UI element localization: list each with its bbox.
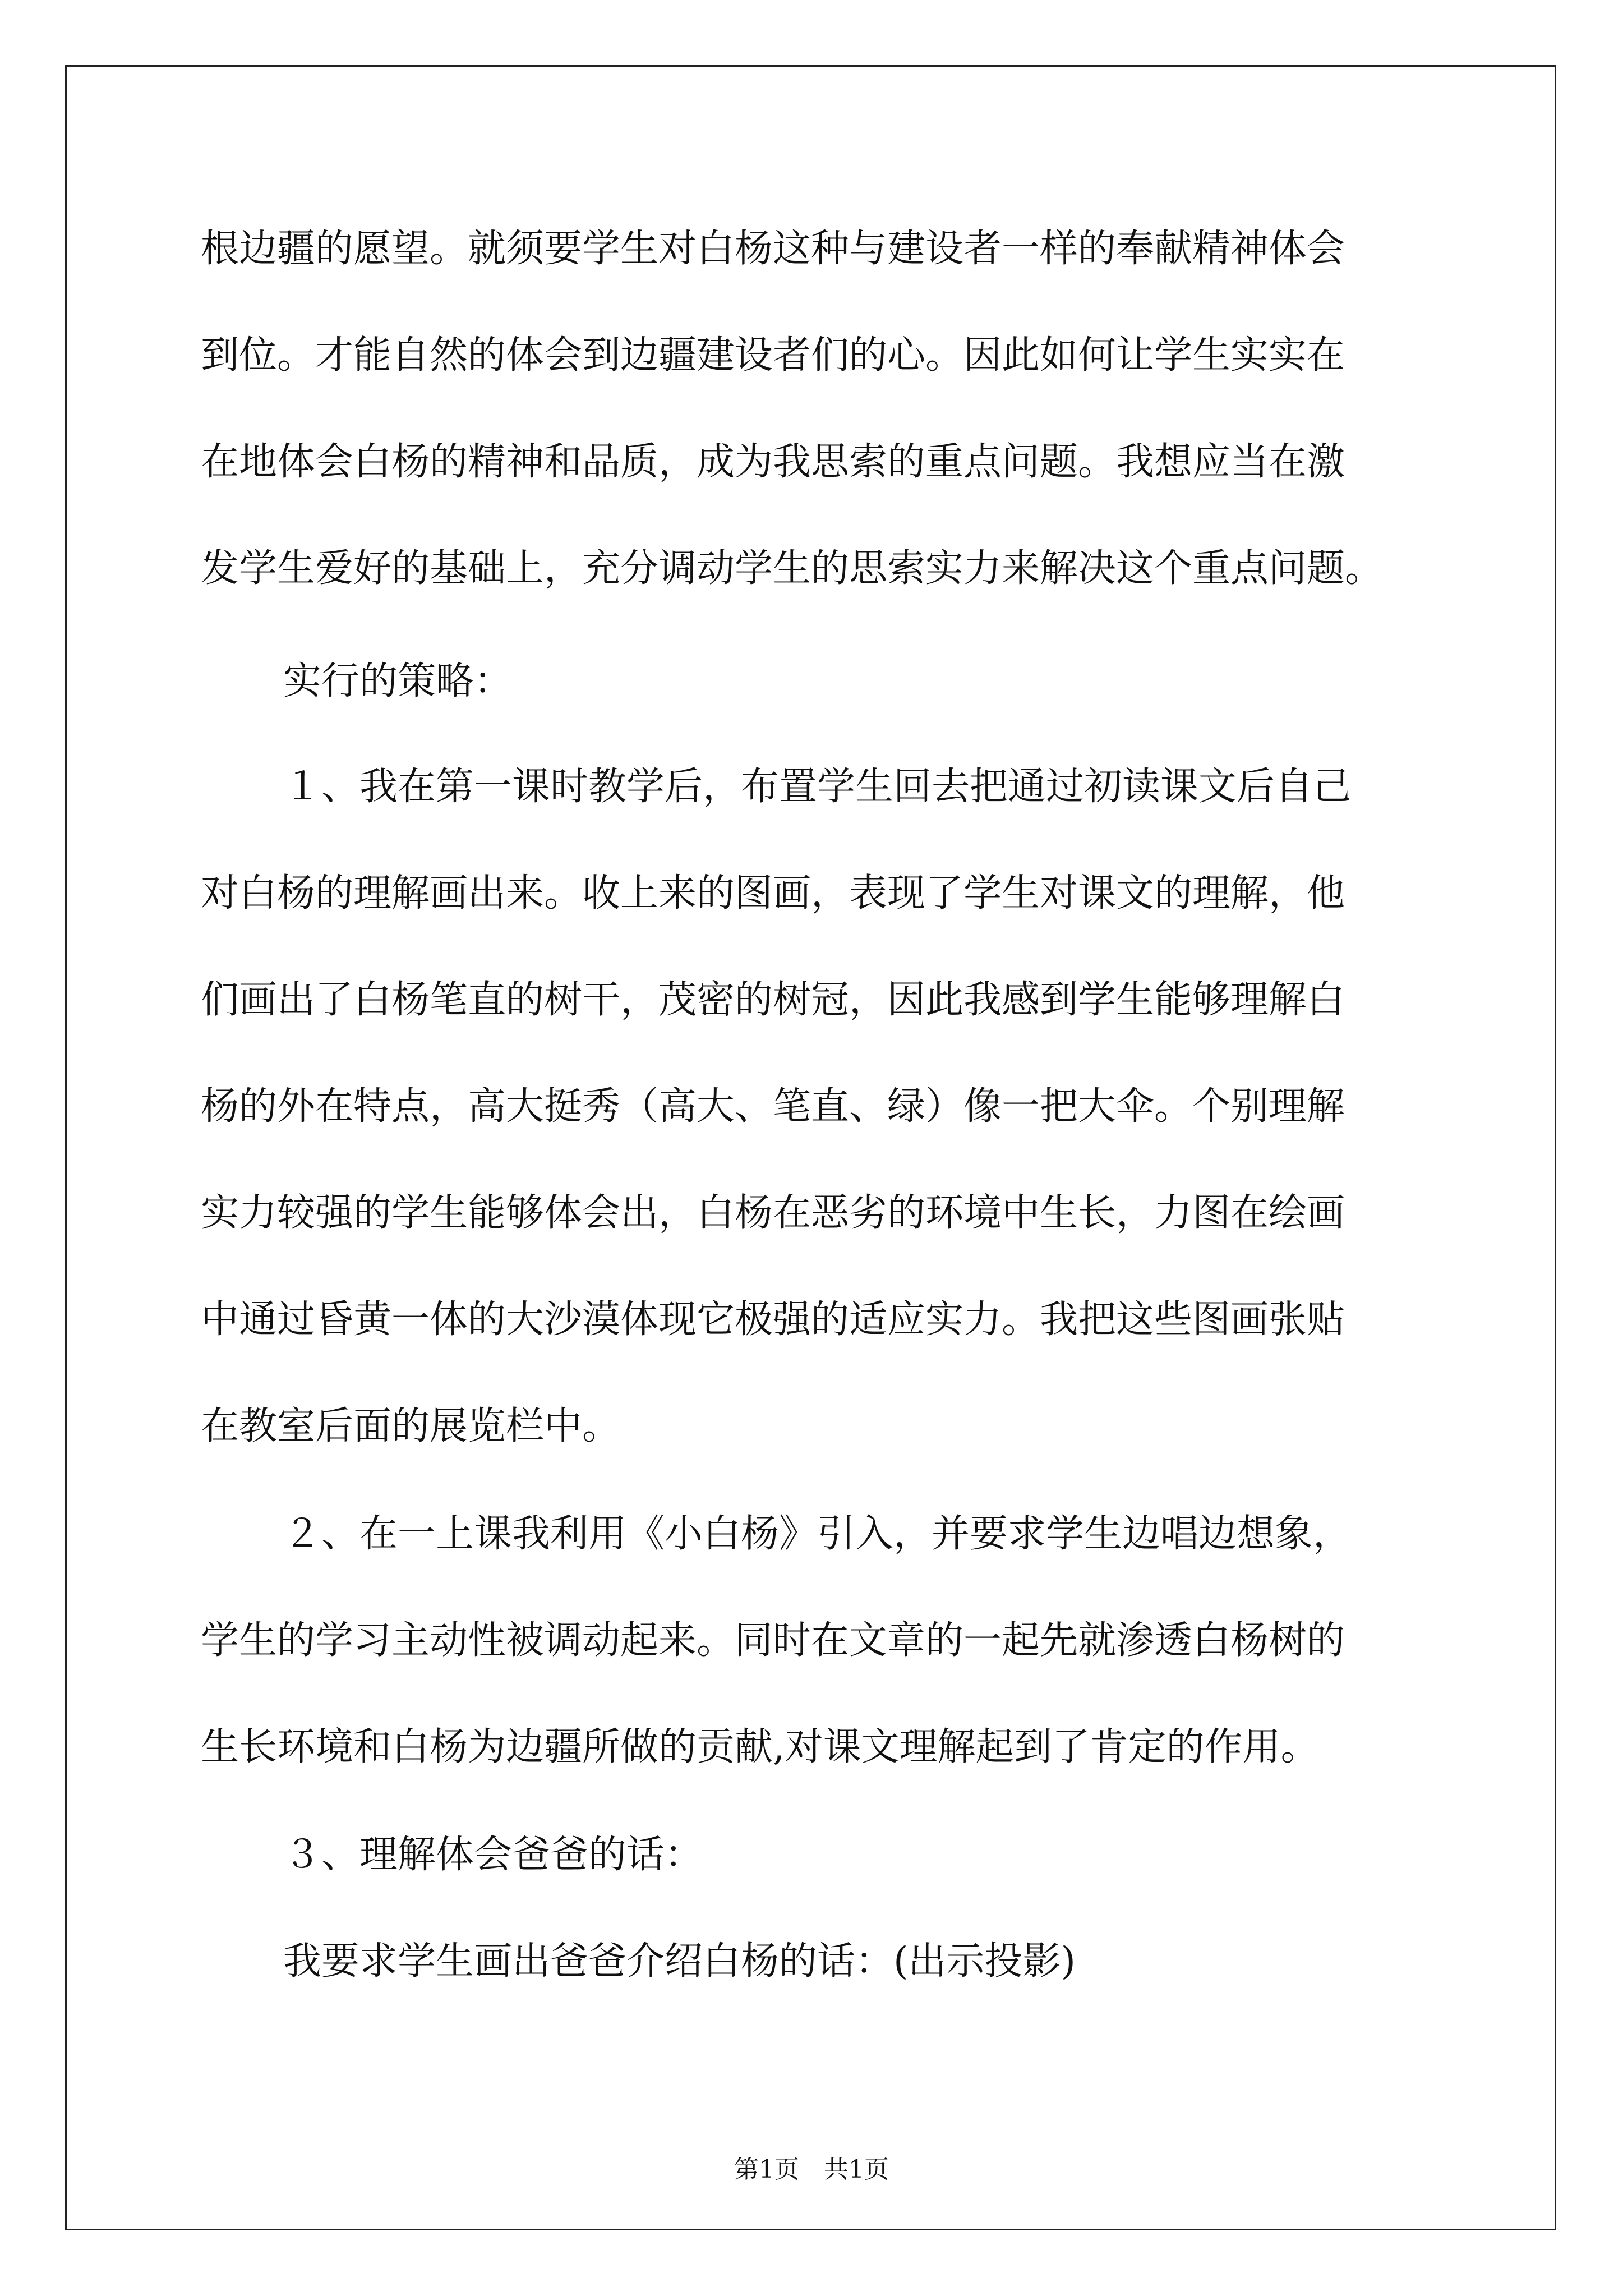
text-line: 在地体会白杨的精神和品质，成为我思索的重点问题。我想应当在激 [201, 440, 1345, 484]
text-line: 学生的学习主动性被调动起来。同时在文章的一起先就渗透白杨树的 [201, 1618, 1345, 1663]
page-footer: 第1页 共1页 [734, 2155, 889, 2184]
text-line: 到位。才能自然的体会到边疆建设者们的心。因此如何让学生实实在 [201, 333, 1345, 378]
text-line: 杨的外在特点，高大挺秀（高大、笔直、绿）像一把大伞。个别理解 [201, 1084, 1345, 1129]
text-line: 发学生爱好的基础上，充分调动学生的思索实力来解决这个重点问题。 [201, 546, 1384, 591]
numbered-paragraph-start: １、我在第一课时教学后，布置学生回去把通过初读课文后自己 [283, 765, 1352, 809]
text-line: 生长环境和白杨为边疆所做的贡献,对课文理解起到了肯定的作用。 [201, 1725, 1319, 1769]
text-line: 们画出了白杨笔直的树干，茂密的树冠，因此我感到学生能够理解白 [201, 978, 1345, 1022]
text-line: 对白杨的理解画出来。收上来的图画，表现了学生对课文的理解，他 [201, 871, 1345, 915]
text-line: 我要求学生画出爸爸介绍白杨的话：(出示投影) [283, 1939, 1076, 1984]
section-heading: 实行的策略： [283, 659, 513, 703]
text-line: 根边疆的愿望。就须要学生对白杨这种与建设者一样的奉献精神体会 [201, 227, 1345, 271]
numbered-paragraph-start: ３、理解体会爸爸的话： [283, 1833, 703, 1877]
numbered-paragraph-start: ２、在一上课我利用《小白杨》引入，并要求学生边唱边想象， [283, 1512, 1352, 1556]
text-line: 实力较强的学生能够体会出，白杨在恶劣的环境中生长，力图在绘画 [201, 1191, 1345, 1235]
text-line: 中通过昏黄一体的大沙漠体现它极强的适应实力。我把这些图画张贴 [201, 1297, 1345, 1342]
text-line: 在教室后面的展览栏中。 [201, 1404, 621, 1448]
page-border [65, 65, 1556, 2230]
